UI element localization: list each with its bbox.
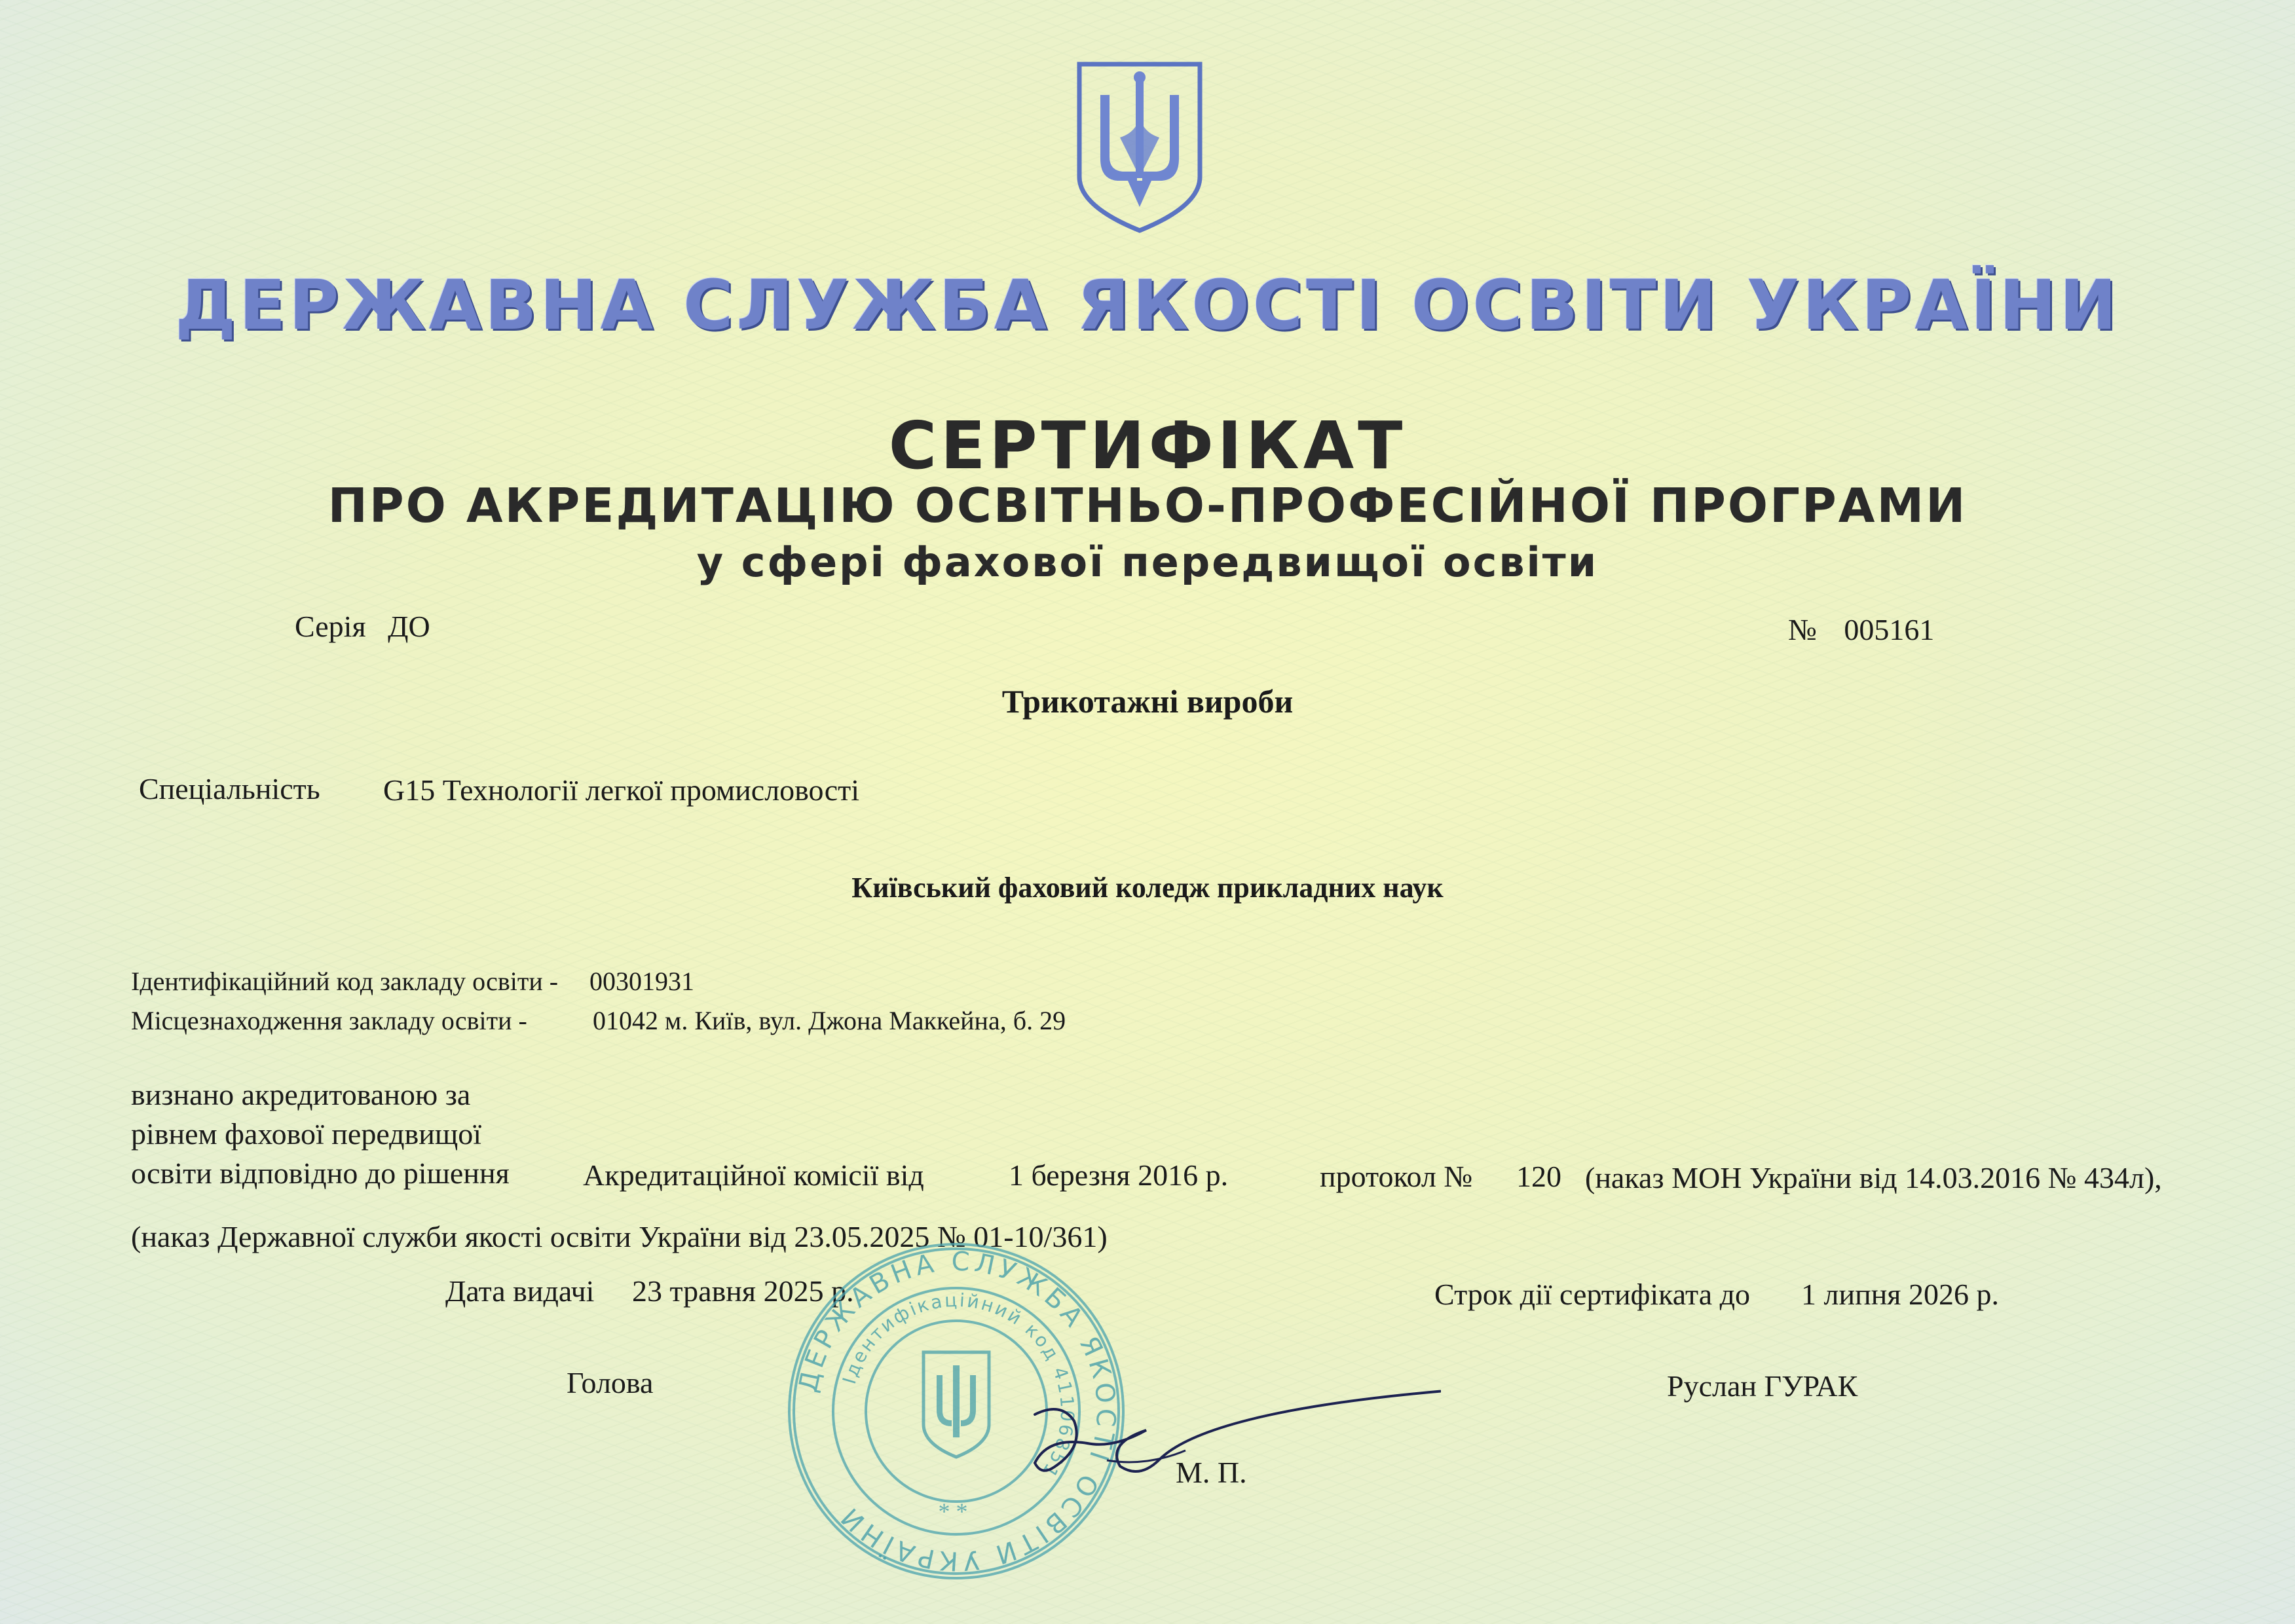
agency-order: (наказ Державної служби якості освіти України від 23.05.2025 № 01-10/361) xyxy=(131,1220,1108,1253)
svg-text:ДЕРЖАВНА СЛУЖБА ЯКОСТІ ОСВІТИ: ДЕРЖАВНА СЛУЖБА ЯКОСТІ ОСВІТИ УКРАЇНИ xyxy=(793,1246,1121,1576)
certificate-sphere: у сфері фахової передвищої освіти xyxy=(696,538,1599,586)
series-label: Серія xyxy=(295,610,366,643)
series-value: ДО xyxy=(388,610,430,643)
commission-text: Акредитаційної комісії від xyxy=(583,1158,924,1192)
location-label: Місцезнаходження закладу освіти - xyxy=(131,1006,527,1035)
id-code-value: 00301931 xyxy=(589,967,694,996)
id-code-label: Ідентифікаційний код закладу освіти - xyxy=(131,967,559,996)
svg-text:* *: * * xyxy=(938,1498,968,1524)
decision-line-3: освіти відповідно до рішення xyxy=(131,1156,510,1190)
protocol-label: протокол № xyxy=(1320,1160,1473,1193)
number-field xyxy=(1788,612,1934,647)
number-value: 005161 xyxy=(1844,613,1935,646)
issue-date: 23 травня 2025 р. xyxy=(632,1274,854,1308)
seal-mark: М. П. xyxy=(1176,1456,1247,1489)
decision-date: 1 березня 2016 р. xyxy=(1009,1158,1229,1192)
validity-date: 1 липня 2026 р. xyxy=(1801,1278,1999,1311)
validity-label: Строк дії сертифіката до xyxy=(1434,1278,1751,1311)
signatory-name: Руслан ГУРАК xyxy=(1667,1369,1858,1403)
issue-label: Дата видачі xyxy=(445,1274,595,1308)
signatory-position: Голова xyxy=(567,1366,654,1399)
mon-order: (наказ МОН України від 14.03.2016 № 434л), xyxy=(1585,1161,2162,1194)
certificate-subtitle: ПРО АКРЕДИТАЦІЮ ОСВІТНЬО-ПРОФЕСІЙНОЇ ПРОГРАМИ xyxy=(327,478,1968,533)
institution-name: Київський фаховий коледж прикладних наук xyxy=(851,872,1444,904)
number-label: № xyxy=(1788,613,1817,646)
decision-line-1: визнано акредитованою за xyxy=(131,1078,471,1111)
decision-line-2: рівнем фахової передвищої xyxy=(131,1117,482,1151)
program-name: Трикотажні вироби xyxy=(1001,683,1294,720)
location-value: 01042 м. Київ, вул. Джона Маккейна, б. 29 xyxy=(593,1006,1066,1035)
coat-of-arms-icon xyxy=(1074,59,1205,236)
svg-text:Ідентифікаційний код 41106851: Ідентифікаційний код 41106851 xyxy=(838,1289,1079,1483)
series-field xyxy=(295,609,430,644)
certificate-title: СЕРТИФІКАТ xyxy=(888,407,1407,484)
specialty-value: G15 Технології легкої промисловості xyxy=(383,773,859,807)
specialty-label: Спеціальність xyxy=(139,772,320,805)
protocol-number: 120 xyxy=(1516,1160,1561,1193)
agency-name: ДЕРЖАВНА СЛУЖБА ЯКОСТІ ОСВІТИ УКРАЇНИ xyxy=(175,265,2120,345)
